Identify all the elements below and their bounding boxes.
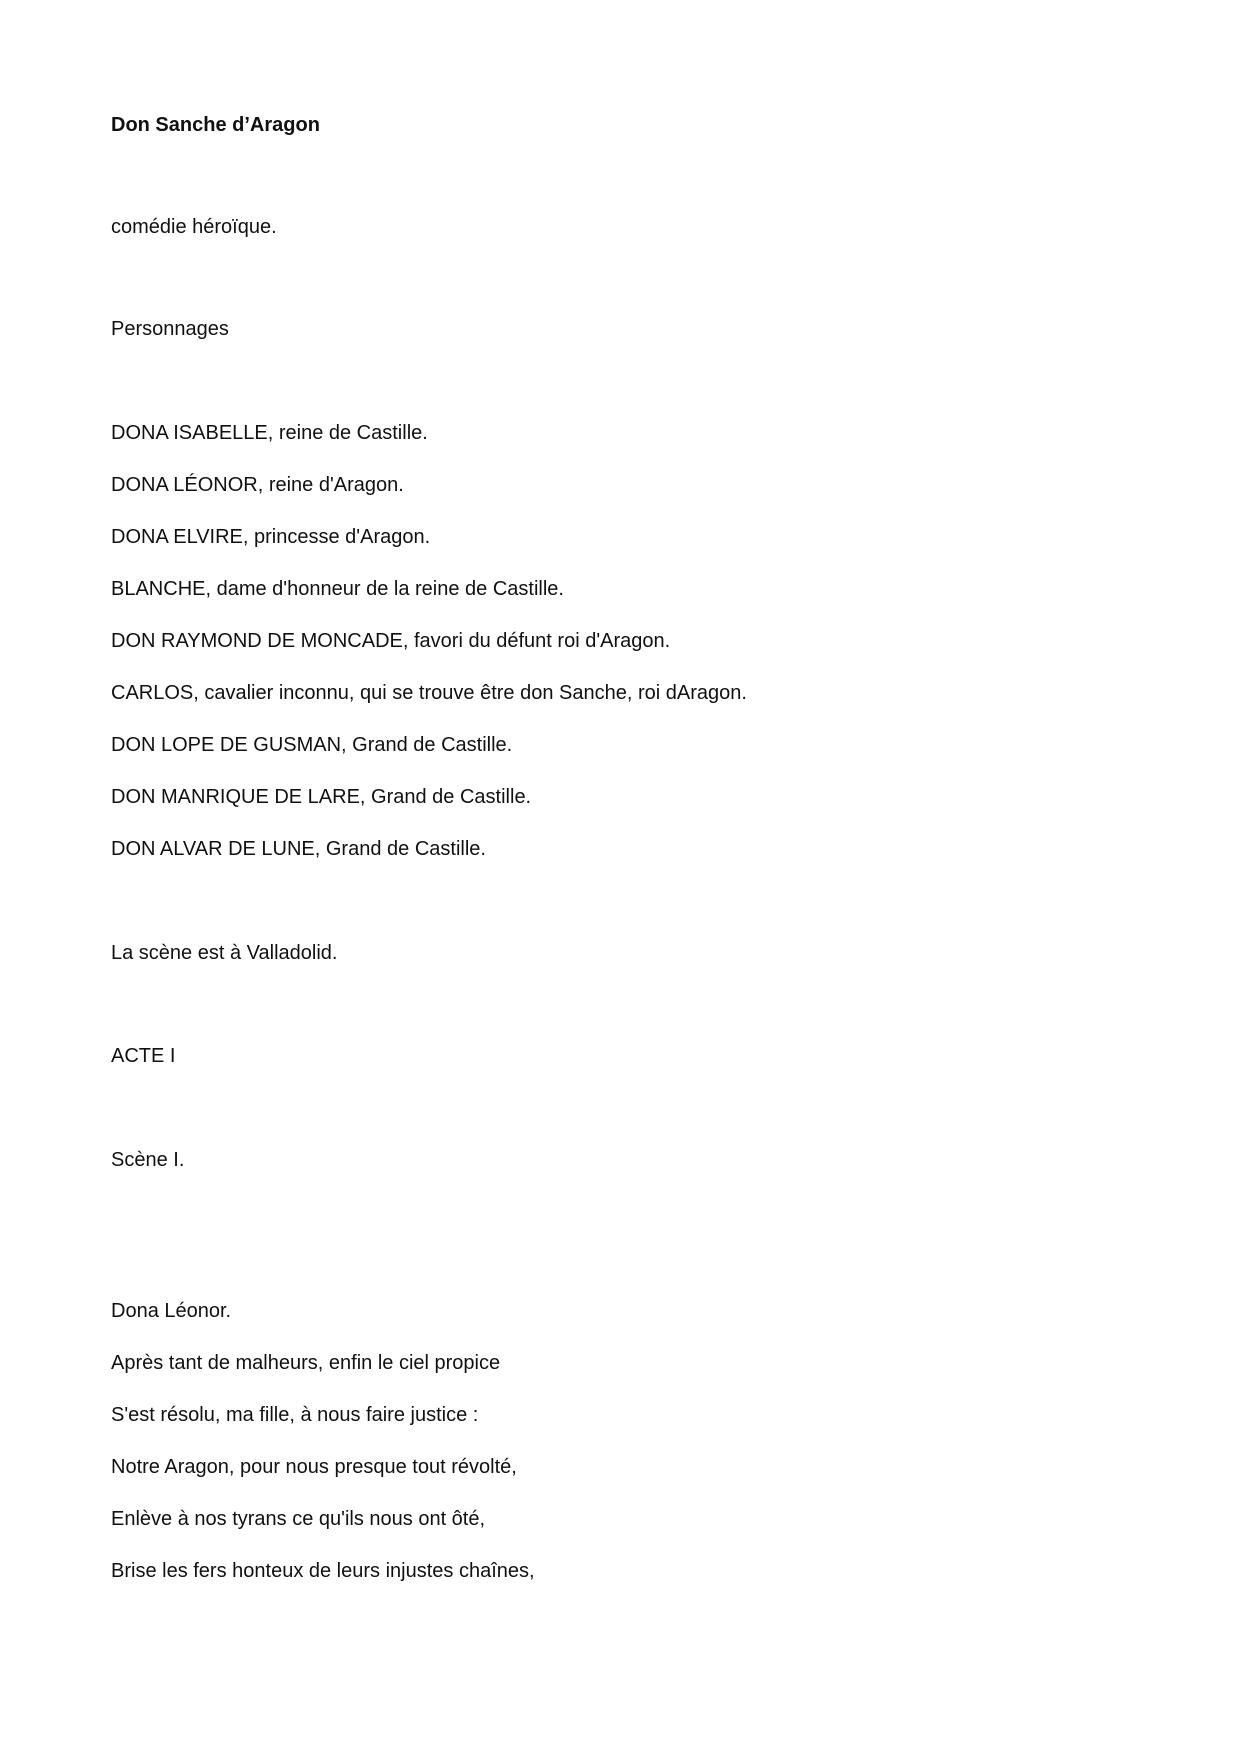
speaker-name: Dona Léonor. xyxy=(111,1300,232,1322)
verse-line: Enlève à nos tyrans ce qu'ils nous ont ôté, xyxy=(111,1508,486,1530)
document-subtitle: comédie héroïque. xyxy=(111,216,277,238)
character-line: CARLOS, cavalier inconnu, qui se trouve être don Sanche, roi dAragon. xyxy=(111,682,747,704)
character-line: DON RAYMOND DE MONCADE, favori du défunt roi d'Aragon. xyxy=(111,630,671,652)
character-line: DONA LÉONOR, reine d'Aragon. xyxy=(111,474,404,496)
character-line: DONA ELVIRE, princesse d'Aragon. xyxy=(111,526,431,548)
verse-line: Après tant de malheurs, enfin le ciel propice xyxy=(111,1352,501,1374)
act-heading: ACTE I xyxy=(111,1045,176,1067)
character-line: DON ALVAR DE LUNE, Grand de Castille. xyxy=(111,838,486,860)
verse-line: Notre Aragon, pour nous presque tout révolté, xyxy=(111,1456,517,1478)
character-line: DON LOPE DE GUSMAN, Grand de Castille. xyxy=(111,734,513,756)
character-line: BLANCHE, dame d'honneur de la reine de Castille. xyxy=(111,578,564,600)
setting-line: La scène est à Valladolid. xyxy=(111,942,338,964)
character-line: DON MANRIQUE DE LARE, Grand de Castille. xyxy=(111,786,532,808)
characters-heading: Personnages xyxy=(111,318,229,340)
document-title: Don Sanche d’Aragon xyxy=(111,114,320,136)
verse-line: Brise les fers honteux de leurs injustes chaînes, xyxy=(111,1560,535,1582)
verse-line: S'est résolu, ma fille, à nous faire justice : xyxy=(111,1404,479,1426)
character-line: DONA ISABELLE, reine de Castille. xyxy=(111,422,428,444)
scene-heading: Scène I. xyxy=(111,1149,185,1171)
